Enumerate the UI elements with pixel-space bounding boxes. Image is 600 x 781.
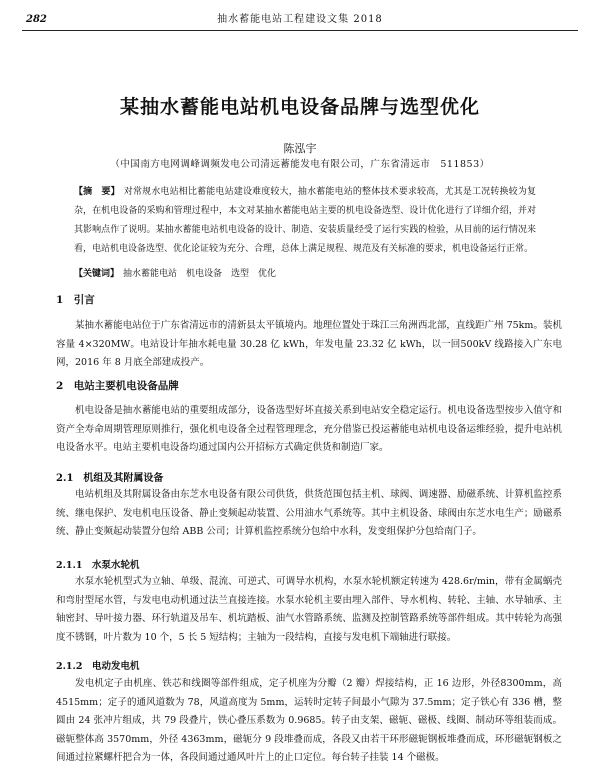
abstract-text: 对常规水电站相比蓄能电站建设难度较大，抽水蓄能电站的整体技术要求较高，尤其是工况转换较为复杂，在机电设备的采购和管理过程中，本文对某抽水蓄能电站主要的机电设备选型、设计优化进行了详细介绍，并对其影响点作了说明。某抽水蓄能电站机电设备的设计、制造、安装质量经受了运行实践的检验，从目前的运行情况来看，电站机电设备选型、优化论证较为充分、合理，总体上满足规程、规范及有关标准的要求，机电设备运行正常。	[74, 187, 536, 254]
section-1-heading: 1 引言	[56, 294, 95, 306]
paper-title: 某抽水蓄能电站机电设备品牌与选型优化	[119, 96, 480, 118]
section-2-heading: 2 电站主要机电设备品牌	[56, 380, 179, 392]
journal-title: 抽水蓄能电站工程建设文集 2018	[217, 14, 383, 25]
section-2-1-heading: 2.1 机组及其附属设备	[56, 473, 164, 484]
section-1-paragraph: 某抽水蓄能电站位于广东省清远市的清新县太平镇境内。地理位置处于珠江三角洲西北部，直线距广州 75km。装机容量 4×320MW。电站设计年抽水耗电量 30.28 亿 kWh，年发电量 23.32 亿 kWh，以一回500kV 线路接入广东电网，2016 年 8 月底全部建成投产。	[56, 320, 562, 368]
paper-author: 陈泓宇	[283, 142, 317, 155]
section-2-1-2-heading: 2.1.2 电动发电机	[56, 661, 140, 672]
abstract-label: 【摘 要】	[74, 187, 120, 197]
abstract	[74, 183, 536, 259]
section-2-1-1-paragraph: 水泵水轮机型式为立轴、单级、混流、可逆式、可调导水机构，水泵水轮机额定转速为 428.6r/min，带有金属蜗壳和弯肘型尾水管，与发电电动机通过法兰直接连接。水泵水轮机主要由埋入部件、导水机构、转轮、主轴、水导轴承、主轴密封、导叶接力器、环行轨道及吊车、机坑踏板、油气水管路系统、监测及控制管路系统等部件组成。其中转轮为高强度不锈钢，叶片数为 10 个，5 长 5 短结构；主轴为一段结构，直接与发电机下端轴进行联接。	[56, 576, 562, 643]
section-2-1-2-paragraph: 发电机定子由机座、铁芯和线圈等部件组成，定子机座为分瓣（2 瓣）焊接结构，正 16 边形，外径8300mm，高 4515mm；定子的通风道数为 78，风道高度为 5mm，运转时定转子间最小气隙为 37.5mm；定子铁心有 336 槽，整圆由 24 张冲片组成，共 79 段叠片，铁心叠压系数为 0.9685。转子由支架、磁轭、磁极、线圈、制动环等组装而成。磁轭整体高 3570mm，外径 4363mm，磁轭分 9 段堆叠而成，各段又由若干环形磁轭钢板堆叠而成，环形磁轭钢板之间通过拉紧螺杆把合为一体，各段间通过通风叶片上的止口定位。每台转子挂装 14 个磁极。	[56, 678, 562, 763]
section-2-paragraph: 机电设备是抽水蓄能电站的重要组成部分，设备选型好坏直接关系到电站安全稳定运行。机电设备选型按步入值守和资产全寿命周期管理原则推行，强化机电设备全过程管理理念，充分借鉴已投运蓄能电站机电设备运维经验，提升电站机电设备水平。电站主要机电设备均通过国内公开招标方式确定供货和制造厂家。	[56, 405, 562, 453]
section-2-1-1-heading: 2.1.1 水泵水轮机	[56, 560, 140, 571]
running-header	[22, 12, 578, 31]
keywords	[74, 267, 536, 281]
section-2-1-paragraph: 电站机组及其附属设备由东芝水电设备有限公司供货，供货范围包括主机、球阀、调速器、励磁系统、计算机监控系统、继电保护、发电机电压设备、静止变频起动装置、公用油水气系统等。其中主机设备、球阀由东芝水电生产；励磁系统、静止变频起动装置分包给 ABB 公司；计算机监控系统分包给中水科，发变组保护分包给南门子。	[56, 489, 562, 537]
paper-affiliation: （中国南方电网调峰调频发电公司清远蓄能发电有限公司，广东省清远市 511853）	[110, 159, 490, 170]
keywords-label: 【关键词】	[74, 269, 120, 279]
page-number: 282	[26, 14, 47, 25]
keywords-text: 抽水蓄能电站 机电设备 选型 优化	[123, 269, 277, 279]
